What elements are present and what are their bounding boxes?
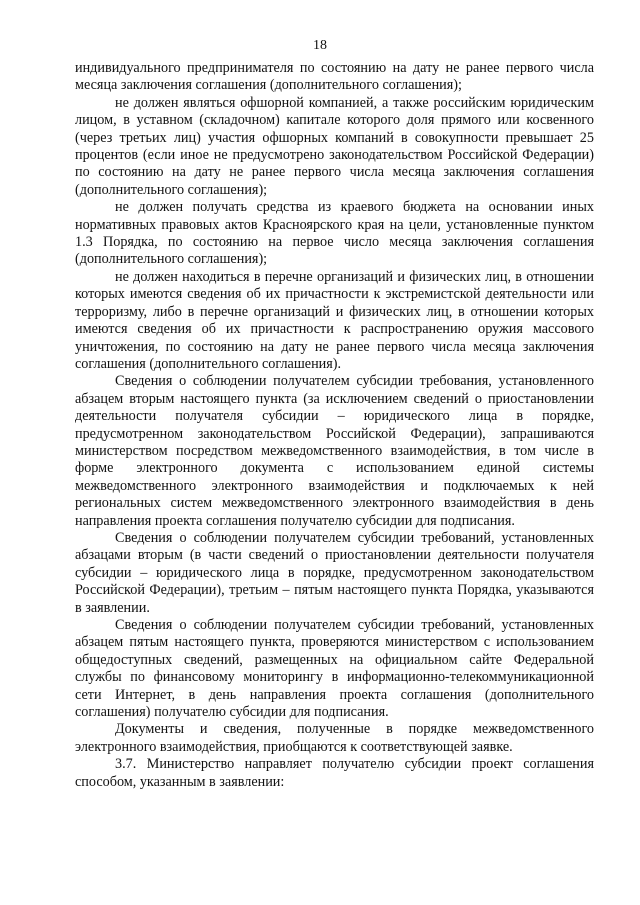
paragraph-5: Сведения о соблюдении получателем субсидии требования, установленного абзацем вторым настоящего пункта (за исключением сведений о приостановлении деятельности получателя субсидии – юридического лица в порядке, предусмотренном законодательством Российской Федерации), запрашиваются министерством посредством межведомственного взаимодействия, в том числе в форме электронного документа с использованием единой системы межведомственного электронного взаимодействия и подключаемых к ней региональных систем межведомственного электронного взаимодействия в день направления проекта соглашения получателю субсидии для подписания. — [75, 373, 594, 529]
paragraph-1: индивидуального предпринимателя по состоянию на дату не ранее первого числа месяца заключения соглашения (дополнительного соглашения); — [75, 60, 594, 94]
page-number: 18 — [313, 38, 327, 53]
paragraph-2: не должен являться офшорной компанией, а также российским юридическим лицом, в уставном (складочном) капитале которого доля прямого или косвенного (через третьих лиц) участия офшорных компаний в совокупности превышает 25 процентов (если иное не предусмотрено законодательством Российской Федерации) по состоянию на дату не ранее первого числа месяца заключения соглашения (дополнительного соглашения); — [75, 94, 594, 198]
paragraph-6: Сведения о соблюдении получателем субсидии требований, установленных абзацами вторым (в части сведений о приостановлении деятельности получателя субсидии – юридического лица в порядке, предусмотренном законодательством Российской Федерации), третьим – пятым настоящего пункта Порядка, указываются в заявлении. — [75, 529, 594, 616]
paragraph-8: Документы и сведения, полученные в порядке межведомственного электронного взаимодействия, приобщаются к соответствующей заявке. — [75, 721, 594, 755]
paragraph-4: не должен находиться в перечне организаций и физических лиц, в отношении которых имеются сведения об их причастности к экстремистской деятельности или терроризму, либо в перечне организаций и физических лиц, в отношении которых имеются сведения об их причастности к распространению оружия массового уничтожения, по состоянию на дату не ранее первого числа месяца заключения соглашения (дополнительного соглашения). — [75, 268, 594, 372]
document-body — [75, 60, 594, 791]
paragraph-9: 3.7. Министерство направляет получателю субсидии проект соглашения способом, указанным в заявлении: — [75, 756, 594, 790]
paragraph-3: не должен получать средства из краевого бюджета на основании иных нормативных правовых актов Красноярского края на цели, установленные пунктом 1.3 Порядка, по состоянию на первое число месяца заключения соглашения (дополнительного соглашения); — [75, 199, 594, 268]
paragraph-7: Сведения о соблюдении получателем субсидии требований, установленных абзацем пятым настоящего пункта, проверяются министерством с использованием общедоступных сведений, размещенных на официальном сайте Федеральной службы по финансовому мониторингу в информационно-телекоммуникационной сети Интернет, в день направления проекта соглашения (дополнительного соглашения) получателю субсидии для подписания. — [75, 617, 594, 721]
